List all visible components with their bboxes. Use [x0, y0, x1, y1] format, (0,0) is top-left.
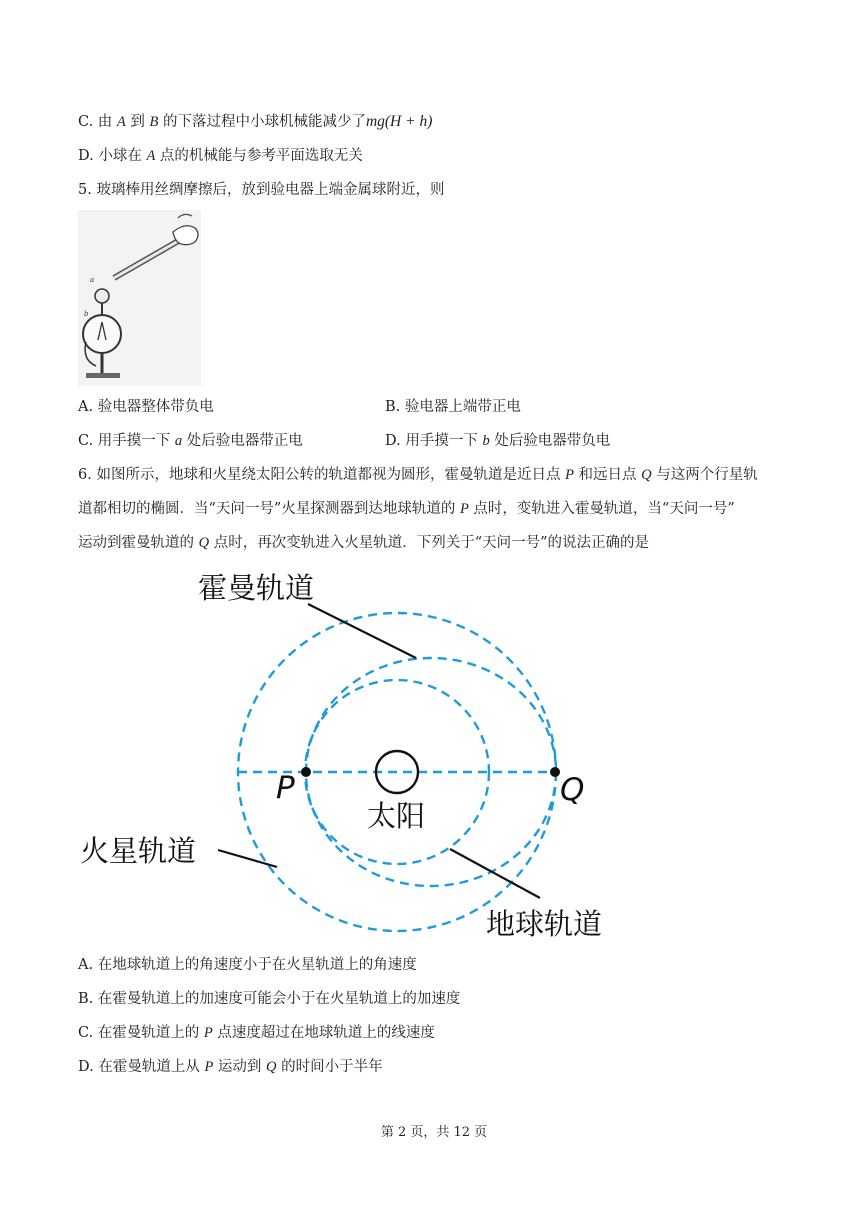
q6-option-b: B. 在霍曼轨道上的加速度可能会小于在火星轨道上的加速度 — [78, 991, 461, 1007]
q6-stem-line3: 运动到霍曼轨道的 Q 点时，再次变轨进入火星轨道．下列关于“天问一号”的说法正确的是 — [78, 535, 650, 551]
label-a: a — [90, 276, 95, 284]
point-p-label: P — [276, 770, 295, 806]
q6-option-c: C. 在霍曼轨道上的 P 点速度超过在地球轨道上的线速度 — [78, 1025, 435, 1041]
q4-option-d: D. 小球在 A 点的机械能与参考平面选取无关 — [78, 148, 363, 164]
label-b: b — [84, 310, 89, 318]
electroscope-figure — [78, 210, 201, 386]
q6-option-d: D. 在霍曼轨道上从 P 运动到 Q 的时间小于半年 — [78, 1059, 383, 1075]
page-footer: 第 2 页，共 12 页 — [380, 1125, 488, 1140]
point-q-label: Q — [560, 772, 585, 808]
q5-option-b: B. 验电器上端带正电 — [385, 399, 521, 415]
formula: mg(H + h) — [365, 113, 433, 130]
q5-option-a: A. 验电器整体带负电 — [78, 399, 214, 415]
q5-option-c: C. 用手摸一下 a 处后验电器带正电 — [78, 433, 303, 449]
q6-option-a: A. 在地球轨道上的角速度小于在火星轨道上的角速度 — [78, 957, 417, 973]
sun-label: 太阳 — [367, 799, 426, 833]
q4-option-c: C. 由 A 到 B 的下落过程中小球机械能减少了mg(H + h) — [78, 113, 433, 130]
mars-label: 火星轨道 — [80, 834, 197, 868]
q6-stem-line1: 6. 如图所示，地球和火星绕太阳公转的轨道都视为圆形，霍曼轨道是近日点 P 和远日点 Q 与这两个行星轨 — [78, 467, 758, 483]
point-q-dot — [550, 767, 560, 777]
q6-stem-line2: 道都相切的椭圆．当“天问一号”火星探测器到达地球轨道的 P 点时，变轨进入霍曼轨道，当“天问一号” — [78, 501, 735, 517]
q5-option-d: D. 用手摸一下 b 处后验电器带负电 — [385, 433, 611, 449]
earth-label: 地球轨道 — [486, 907, 603, 941]
point-p-dot — [301, 767, 311, 777]
hohmann-label: 霍曼轨道 — [198, 571, 315, 605]
orbit-diagram — [70, 560, 650, 949]
q5-stem: 5. 玻璃棒用丝绸摩擦后，放到验电器上端金属球附近，则 — [78, 182, 445, 198]
